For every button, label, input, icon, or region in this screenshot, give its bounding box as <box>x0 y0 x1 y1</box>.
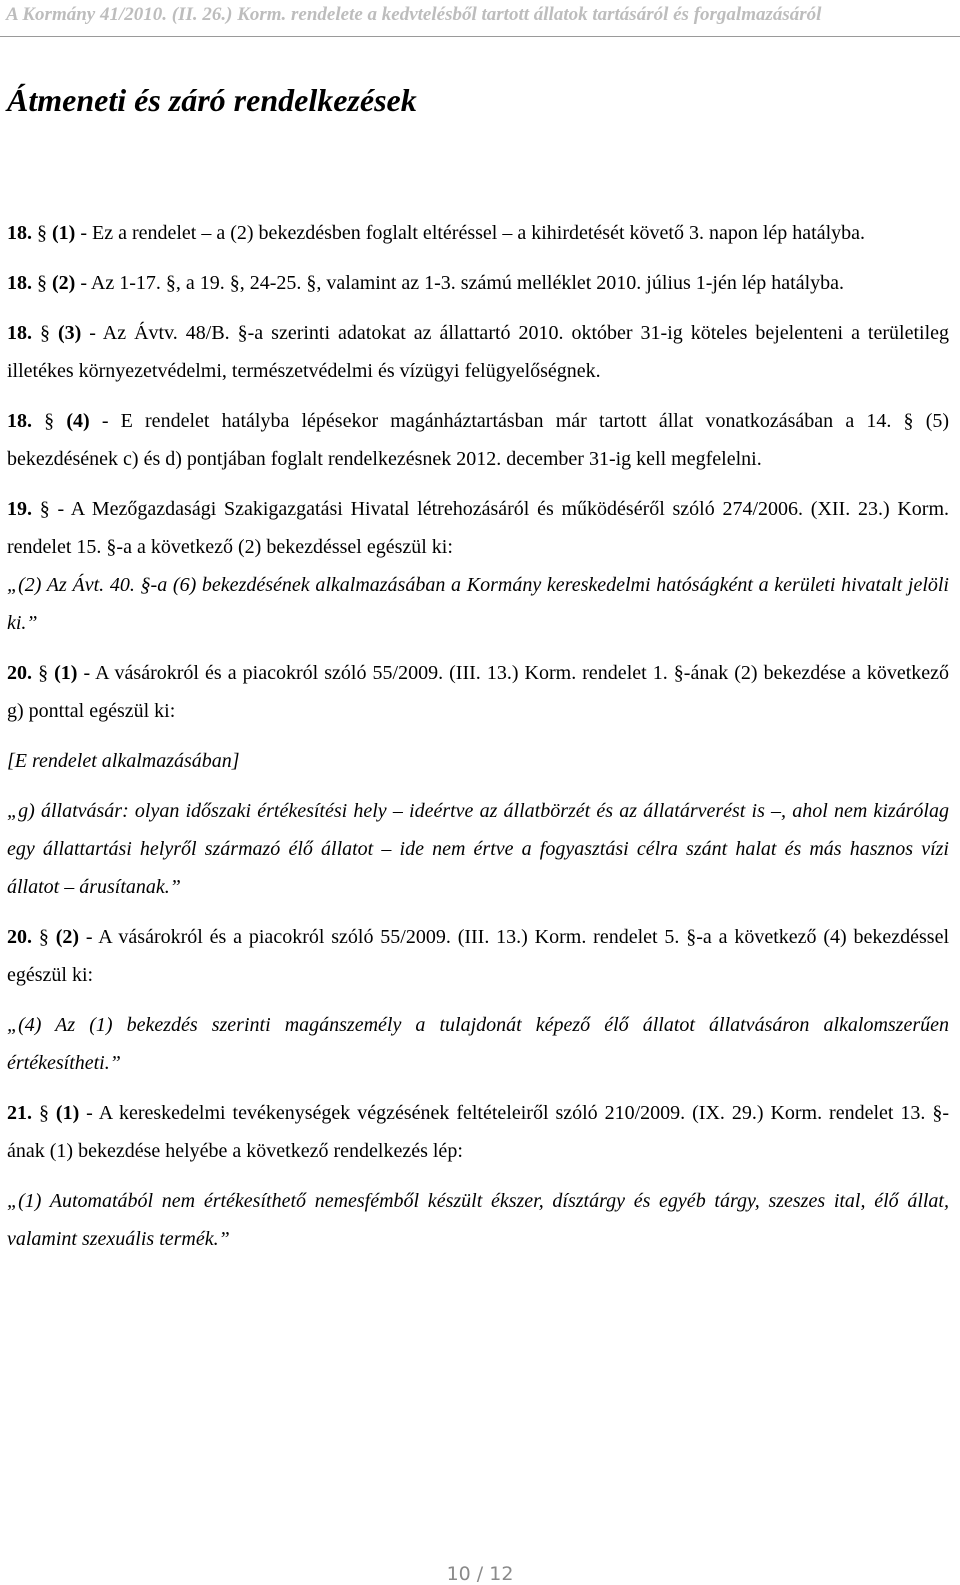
document-body <box>7 214 949 1258</box>
quote-20-g: „g) állatvásár: olyan időszaki értékesítési hely – ideértve az állatbörzét és az állatárverést is –, ahol nem kizárólag egy állattartási helyről származó élő állatot – ide nem értve a fogyasztási célra szánt halat és más hasznos vízi állatot – árusítanak.” <box>7 800 949 898</box>
paragraph-20-2: 20. § (2) - A vásárokról és a piacokról szóló 55/2009. (III. 13.) Korm. rendelet 5. §-a a következő (4) bekezdéssel egészül ki: <box>7 926 950 986</box>
quote-context: [E rendelet alkalmazásában] <box>7 750 240 772</box>
quote-19-2: „(2) Az Ávt. 40. §-a (6) bekezdésének alkalmazásában a Kormány kereskedelmi hatóságként a kerületi hivatalt jelöli ki.” <box>7 574 949 634</box>
quote-21-1: „(1) Automatából nem értékesíthető nemesfémből készült ékszer, dísztárgy és egyéb tárgy, szeszes ital, élő állat, valamint szexuális termék.” <box>7 1190 949 1250</box>
running-header-text: A Kormány 41/2010. (II. 26.) Korm. rendelete a kedvtelésből tartott állatok tartásáról és forgalmazásáról <box>6 4 822 25</box>
paragraph-18-2: 18. § (2) - Az 1-17. §, a 19. §, 24-25. §, valamint az 1-3. számú melléklet 2010. július 1-jén lép hatályba. <box>7 272 845 294</box>
page-number: 10 / 12 <box>446 1563 514 1585</box>
paragraph-18-3: 18. § (3) - Az Ávtv. 48/B. §-a szerinti adatokat az állattartó 2010. október 31-ig köteles bejelenteni a területileg illetékes környezetvédelmi, természetvédelmi és vízügyi felügyelőségnek. <box>7 322 950 382</box>
quote-20-4: „(4) Az (1) bekezdés szerinti magánszemély a tulajdonát képező élő állatot állatvásáron alkalomszerűen értékesítheti.” <box>7 1014 949 1074</box>
section-title: Átmeneti és záró rendelkezések <box>7 82 417 118</box>
paragraph-18-4: 18. § (4) - E rendelet hatályba lépésekor magánháztartásban már tartott állat vonatkozásában a 14. § (5) bekezdésének c) és d) pontjában foglalt rendelkezésnek 2012. december 31-ig kell megfelelni. <box>7 410 950 470</box>
paragraph-19: 19. § - A Mezőgazdasági Szakigazgatási Hivatal létrehozásáról és működéséről szóló 274/2006. (XII. 23.) Korm. rendelet 15. §-a a következő (2) bekezdéssel egészül ki: <box>7 498 950 558</box>
paragraph-20-1: 20. § (1) - A vásárokról és a piacokról szóló 55/2009. (III. 13.) Korm. rendelet 1. §-ának (2) bekezdése a következő g) ponttal egészül ki: <box>7 662 950 722</box>
running-header <box>0 0 960 37</box>
paragraph-18-1: 18. § (1) - Ez a rendelet – a (2) bekezdésben foglalt eltéréssel – a kihirdetését követő 3. napon lép hatályba. <box>7 222 866 244</box>
paragraph-21-1: 21. § (1) - A kereskedelmi tevékenységek végzésének feltételeiről szóló 210/2009. (IX. 29.) Korm. rendelet 13. §-ának (1) bekezdése helyébe a következő rendelkezés lép: <box>7 1102 950 1162</box>
